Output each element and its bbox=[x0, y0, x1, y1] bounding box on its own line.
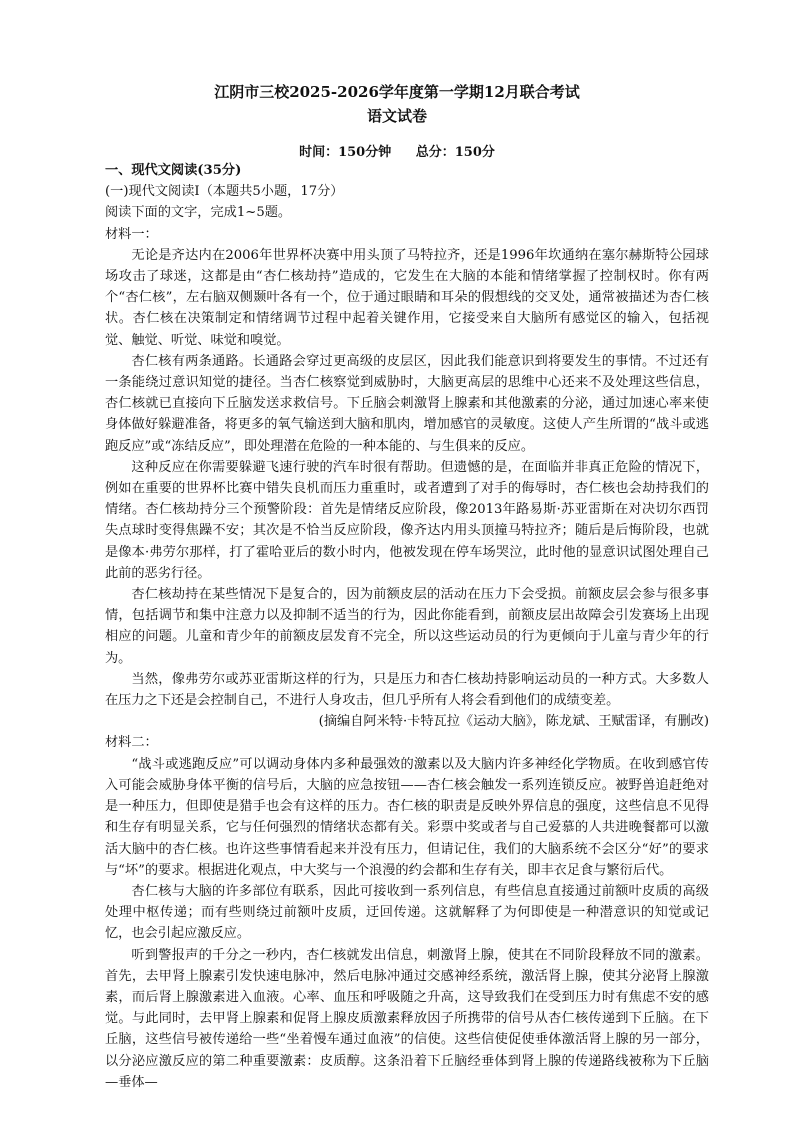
material-two-paragraph-3: 听到警报声的千分之一秒内，杏仁核就发出信息，刺激肾上腺，使其在不同阶段释放不同的激素。首先，去甲肾上腺素引发快速电脉冲，然后电脉冲通过交感神经系统，激活肾上腺，使其分泌肾上腺激素，而后肾上腺激素进入血液。心率、血压和呼吸随之升高，这导致我们在受到压力时有焦虑不安的感觉。与此同时，去甲肾上腺素和促肾上腺皮质激素释放因子所携带的信号从杏仁核传递到下丘脑。在下丘脑，这些信号被传递给一些“坐着慢车通过血液”的信使。这些信使促使垂体激活肾上腺的另一部分，以分泌应激反应的第二种重要激素：皮质醇。这条沿着下丘脑经垂体到肾上腺的传递路线被称为下丘脑—垂体— bbox=[105, 947, 709, 1090]
subsection-heading: (一)现代文阅读Ⅰ（本题共5小题，17分） bbox=[105, 184, 344, 200]
exam-subtitle: 语文试卷 bbox=[366, 107, 427, 125]
material-one-label: 材料一： bbox=[105, 226, 158, 242]
section-heading: 一、现代文阅读(35分) bbox=[105, 163, 242, 178]
material-one-paragraph-5: 当然，像弗劳尔或苏亚雷斯这样的行为，只是压力和杏仁核劫持影响运动员的一种方式。大多数人在压力之下还是会控制自己，不进行人身攻击，但几乎所有人将会看到他们的成绩变差。 bbox=[105, 671, 709, 709]
exam-score: 总分：150分 bbox=[415, 145, 495, 160]
material-two-paragraph-2: 杏仁核与大脑的许多部位有联系，因此可接收到一系列信息，有些信息直接通过前额叶皮质的高级处理中枢传递；而有些则绕过前额叶皮质，迂回传递。这就解释了为何即使是一种潜意识的知觉或记忆，也会引起应激反应。 bbox=[105, 883, 709, 942]
material-one-paragraph-1: 无论是齐达内在2006年世界杯决赛中用头顶了马特拉齐，还是1996年坎通纳在塞尔赫斯特公园球场攻击了球迷，这都是由“杏仁核劫持”造成的，它发生在大脑的本能和情绪掌握了控制权时。你有两个“杏仁核”，左右脑双侧颞叶各有一个，位于通过眼睛和耳朵的假想线的交叉处，通常被描述为杏仁核状。杏仁核在决策制定和情绪调节过程中起着关键作用，它接受来自大脑所有感觉区的输入，包括视觉、触觉、听觉、味觉和嗅觉。 bbox=[105, 247, 709, 348]
reading-instruction: 阅读下面的文字，完成1~5题。 bbox=[105, 205, 292, 221]
material-one-paragraph-2: 杏仁核有两条通路。长通路会穿过更高级的皮层区，因此我们能意识到将要发生的事情。不过还有一条能绕过意识知觉的捷径。当杏仁核察觉到威胁时，大脑更高层的思维中心还来不及处理这些信息，杏仁核就已直接向下丘脑发送求救信号。下丘脑会刺激肾上腺素和其他激素的分泌，通过加速心率来使身体做好躲避准备，将更多的氧气输送到大脑和肌肉，增加感官的灵敏度。这使人产生所谓的“战斗或逃跑反应”或“冻结反应”，即处理潜在危险的一种本能的、与生俱来的反应。 bbox=[105, 353, 709, 454]
material-one-paragraph-4: 杏仁核劫持在某些情况下是复合的，因为前额皮层的活动在压力下会受损。前额皮层会参与很多事情，包括调节和集中注意力以及抑制不适当的行为，因此你能看到，前额皮层出故障会引发赛场上出现相应的问题。儿童和青少年的前额皮层发育不完全，所以这些运动员的行为更倾向于儿童与青少年的行为。 bbox=[105, 587, 709, 666]
material-two-label: 材料二： bbox=[105, 735, 158, 751]
material-one-paragraph-3: 这种反应在你需要躲避飞速行驶的汽车时很有帮助。但遗憾的是，在面临并非真正危险的情况下，例如在重要的世界杯比赛中错失良机而压力重重时，或者遭到了对手的侮辱时，杏仁核也会劫持我们的情绪。杏仁核劫持分三个预警阶段：首先是情绪反应阶段，像2013年路易斯·苏亚雷斯在对决切尔西罚失点球时变得焦躁不安；其次是不恰当反应阶段，像齐达内用头顶撞马特拉齐；随后是后悔阶段，也就是像本·弗劳尔那样，打了霍哈亚后的数小时内，他被发现在停车场哭泣，此时他的显意识试图处理自己此前的恶劣行径。 bbox=[105, 459, 709, 581]
material-two-paragraph-1: “战斗或逃跑反应”可以调动身体内多种最强效的激素以及大脑内许多神经化学物质。在收到感官传入可能会威胁身体平衡的信号后，大脑的应急按钮——杏仁核会触发一系列连锁反应。被野兽追赶绝对是一种压力，但即使是猎手也会有这样的压力。杏仁核的职责是反映外界信息的强度，这些信息不见得和生存有明显关系，它与任何强烈的情绪状态都有关。彩票中奖或者与自己爱慕的人共进晚餐都可以激活大脑中的杏仁核。也许这些事情看起来并没有压力，但请记住，我们的大脑系统不会区分“好”的要求与“坏”的要求。根据进化观点，中大奖与一个浪漫的约会都和生存有关，即丰衣足食与繁衍后代。 bbox=[105, 756, 709, 878]
exam-title: 江阴市三校2025-2026学年度第一学期12月联合考试 bbox=[214, 83, 580, 101]
exam-body bbox=[105, 160, 709, 1093]
exam-meta bbox=[0, 141, 794, 160]
header bbox=[0, 80, 794, 128]
exam-time: 时间：150分钟 bbox=[299, 145, 392, 160]
material-one-citation: (摘编自阿米特·卡特瓦拉《运动大脑》，陈龙斌、王赋雷译，有删改) bbox=[318, 714, 709, 730]
